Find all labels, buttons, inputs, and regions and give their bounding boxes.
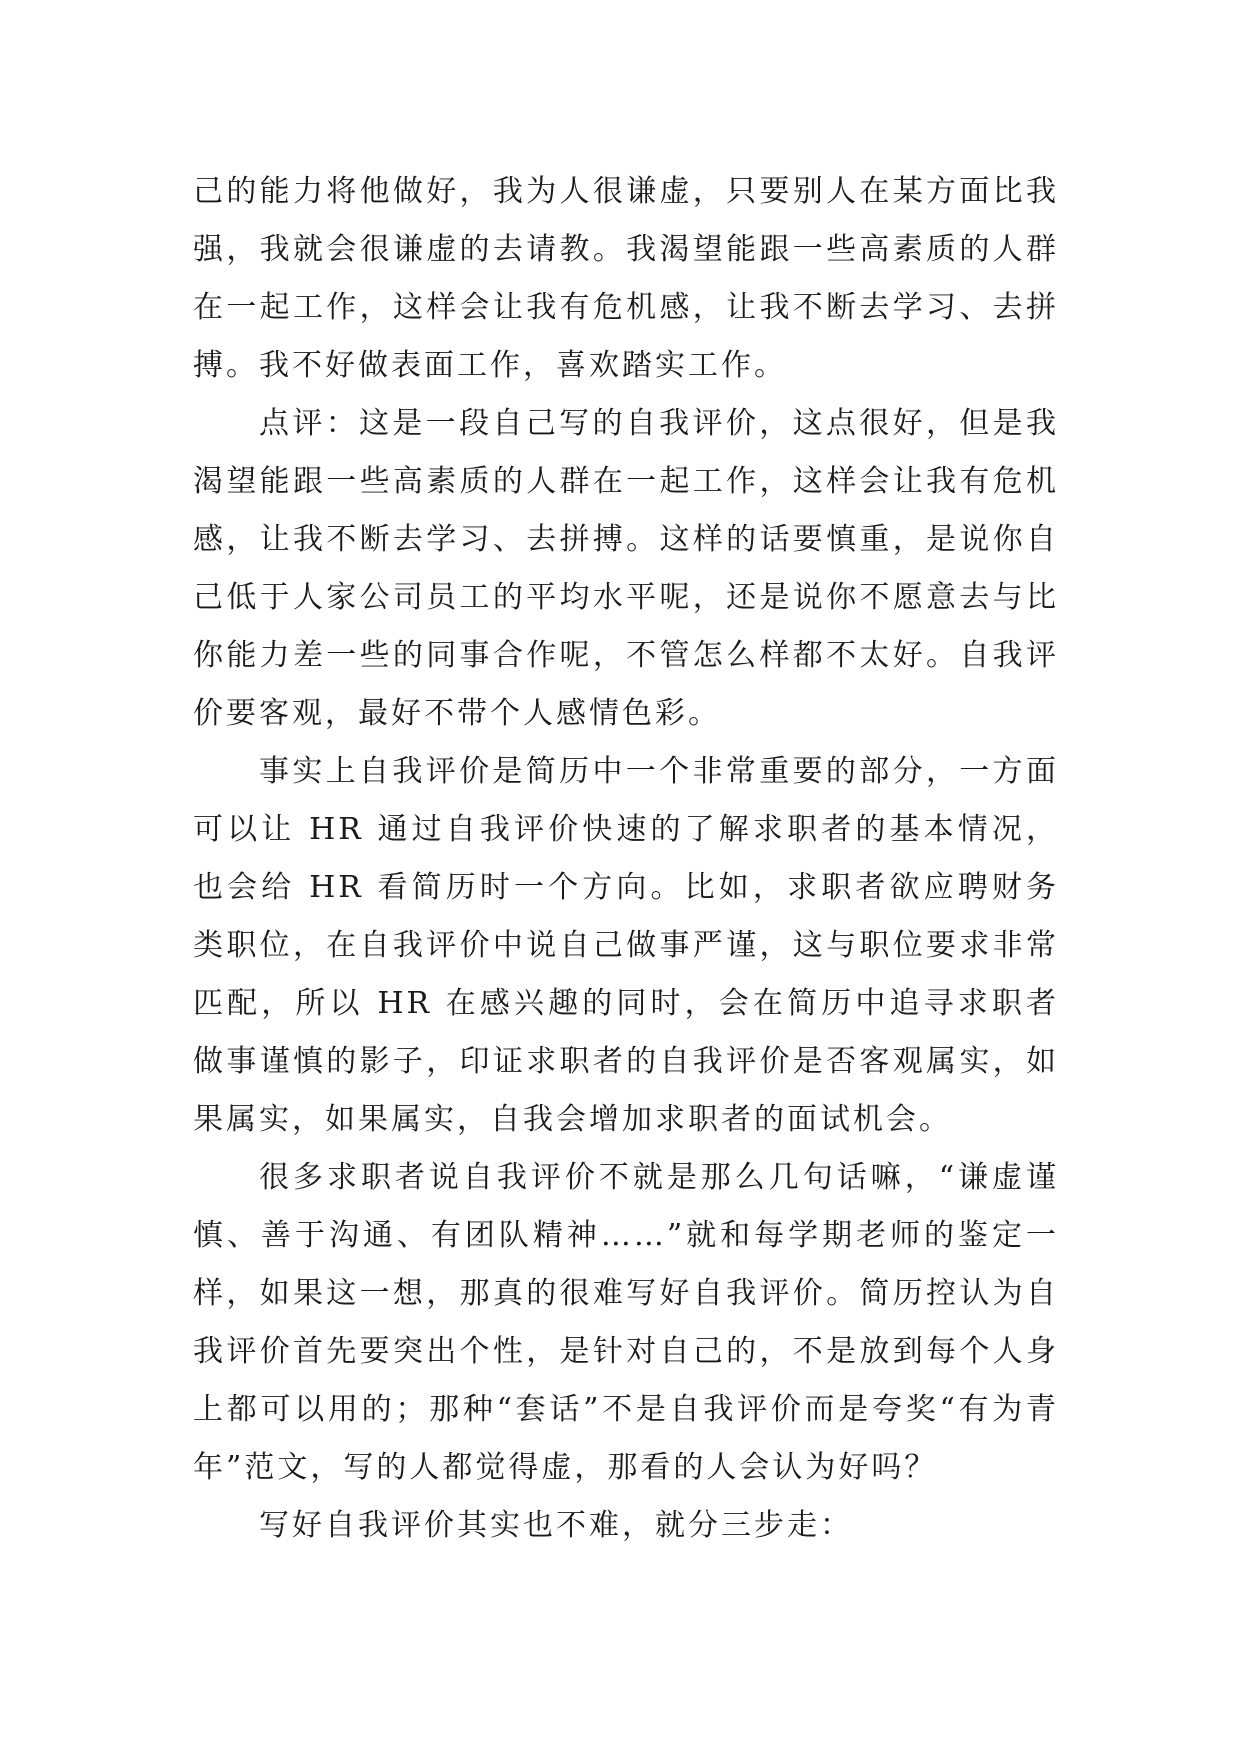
paragraph-continuation: 己的能力将他做好，我为人很谦虚，只要别人在某方面比我强，我就会很谦虚的去请教。我渴望能跟一些高素质的人群在一起工作，这样会让我有危机感，让我不断去学习、去拼搏。我不好做表面工作，喜欢踏实工作。 (193, 174, 1059, 383)
paragraph-personality: 很多求职者说自我评价不就是那么几句话嘛，“谦虚谨慎、善于沟通、有团队精神……”就和每学期老师的鉴定一样，如果这一想，那真的很难写好自我评价。简历控认为自我评价首先要突出个性，是针对自己的，不是放到每个人身上都可以用的；那种“套话”不是自我评价而是夸奖“有为青年”范文，写的人都觉得虚，那看的人会认为好吗？ (193, 1160, 1059, 1485)
paragraph-review-comment: 点评：这是一段自己写的自我评价，这点很好，但是我渴望能跟一些高素质的人群在一起工作，这样会让我有危机感，让我不断去学习、去拼搏。这样的话要慎重，是说你自己低于人家公司员工的平均水平呢，还是说你不愿意去与比你能力差一些的同事合作呢，不管怎么样都不太好。自我评价要客观，最好不带个人感情色彩。 (193, 406, 1059, 731)
document-body (193, 163, 1059, 1555)
paragraph-importance: 事实上自我评价是简历中一个非常重要的部分，一方面可以让 HR 通过自我评价快速的了解求职者的基本情况，也会给 HR 看简历时一个方向。比如，求职者欲应聘财务类职位，在自我评价中说自己做事严谨，这与职位要求非常匹配，所以 HR 在感兴趣的同时，会在简历中追寻求职者做事谨慎的影子，印证求职者的自我评价是否客观属实，如果属实，如果属实，自我会增加求职者的面试机会。 (193, 754, 1059, 1137)
paragraph-three-steps: 写好自我评价其实也不难，就分三步走： (259, 1508, 853, 1543)
